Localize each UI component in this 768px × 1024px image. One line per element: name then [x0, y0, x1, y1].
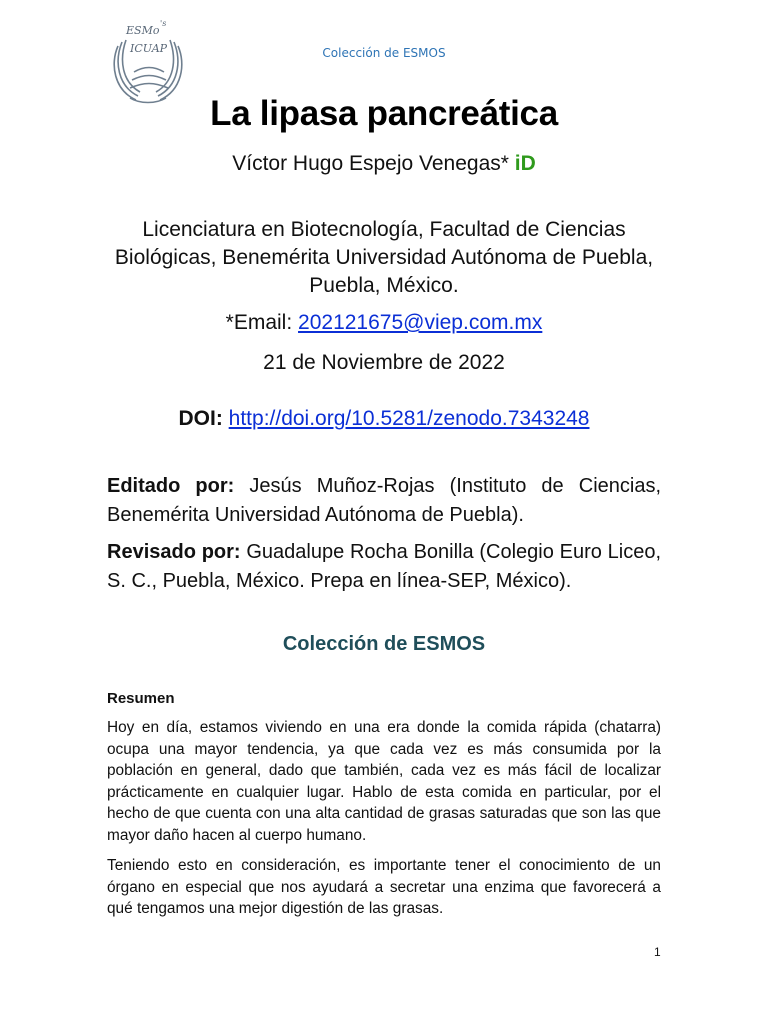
email-link[interactable]: 202121675@viep.com.mx: [298, 311, 543, 334]
abstract-paragraph: Hoy en día, estamos viviendo en una era donde la comida rápida (chatarra) ocupa una mayor tendencia, ya que cada vez es más consumida por la población en general, dado que también, cada vez es más fácil de localizar prácticamente en cualquier lugar. Hablo de esta comida en particular, por el hecho de que cuenta con una alta cantidad de grasas saturadas que son las que mayor daño hacen al cuerpo humano.: [107, 719, 661, 844]
paper-title: La lipasa pancreática: [210, 94, 558, 133]
author-line: [0, 152, 768, 176]
section-title: Colección de ESMOS: [282, 633, 486, 655]
doi-line: [0, 407, 768, 431]
editor-line: [107, 472, 661, 530]
email-label: *Email:: [225, 311, 293, 334]
svg-text:ICUAP: ICUAP: [130, 42, 168, 55]
orcid-icon[interactable]: iD: [514, 152, 536, 175]
abstract-paragraph: Teniendo esto en consideración, es importante tener el conocimiento de un órgano en especial que nos ayudará a secretar una enzima que favorecerá a qué tengamos una mejor digestión de las grasas.: [107, 857, 661, 917]
reviewer-line: [107, 538, 661, 596]
author-name: Víctor Hugo Espejo Venegas*: [232, 152, 509, 175]
svg-text:ESMo: ESMo: [126, 24, 160, 37]
doi-link[interactable]: http://doi.org/10.5281/zenodo.7343248: [228, 407, 590, 430]
svg-text:'s: 's: [160, 19, 167, 28]
affiliation: Licenciatura en Biotecnología, Facultad de Ciencias Biológicas, Benemérita Universidad Autónoma de Puebla, Puebla, México.: [114, 218, 654, 297]
abstract-heading: Resumen: [107, 690, 175, 707]
doi-label: DOI:: [178, 407, 223, 430]
editor-label: Editado por:: [107, 475, 235, 497]
email-line: [0, 311, 768, 335]
reviewer-text: Guadalupe Rocha Bonilla (Colegio Euro Liceo, S. C., Puebla, México. Prepa en línea-SEP, México).: [107, 541, 662, 592]
reviewer-label: Revisado por:: [107, 541, 241, 563]
editor-text: Jesús Muñoz-Rojas (Instituto de Ciencias, Benemérita Universidad Autónoma de Puebla).: [107, 475, 662, 526]
page-number: 1: [654, 945, 661, 959]
collection-header-link[interactable]: Colección de ESMOS: [322, 46, 446, 60]
publication-date: 21 de Noviembre de 2022: [263, 351, 505, 374]
